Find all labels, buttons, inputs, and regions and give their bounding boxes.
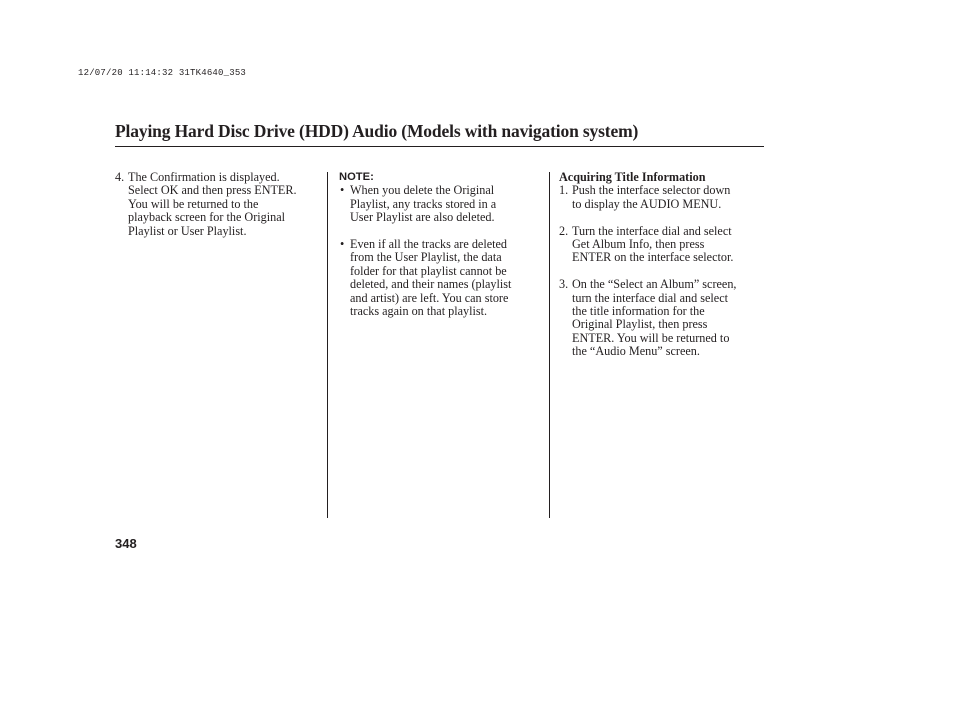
column-middle bbox=[339, 171, 539, 318]
step-text-line: Get Album Info, then press bbox=[572, 237, 705, 252]
step-number: 3. bbox=[559, 277, 569, 292]
step-text-line: You will be returned to the bbox=[128, 196, 259, 211]
note-bullet-1 bbox=[339, 184, 539, 224]
bullet-text-line: deleted, and their names (playlist bbox=[350, 277, 512, 292]
column-divider-1 bbox=[327, 172, 328, 518]
page-title: Playing Hard Disc Drive (HDD) Audio (Models with navigation system) bbox=[115, 121, 639, 141]
section-heading: Acquiring Title Information bbox=[559, 170, 706, 184]
note-heading: NOTE: bbox=[339, 171, 374, 183]
step-text-line: Push the interface selector down bbox=[572, 183, 731, 198]
bullet-text-line: Even if all the tracks are deleted bbox=[350, 237, 508, 252]
bullet-marker: • bbox=[340, 237, 345, 252]
bullet-text-line: User Playlist are also deleted. bbox=[350, 210, 495, 225]
step-3 bbox=[559, 278, 764, 358]
bullet-text-line: folder for that playlist cannot be bbox=[350, 263, 507, 278]
column-left bbox=[115, 171, 320, 238]
step-text-line: turn the interface dial and select bbox=[572, 290, 728, 305]
step-text-line: ENTER. You will be returned to bbox=[572, 330, 730, 345]
step-text-line: On the “Select an Album” screen, bbox=[572, 277, 737, 292]
bullet-marker: • bbox=[340, 183, 345, 198]
step-text-line: the title information for the bbox=[572, 304, 705, 319]
column-right bbox=[559, 171, 764, 359]
bullet-text-line: When you delete the Original bbox=[350, 183, 495, 198]
step-number: 4. bbox=[115, 170, 125, 184]
title-underline bbox=[115, 146, 764, 147]
step-2 bbox=[559, 225, 764, 265]
note-bullet-2 bbox=[339, 238, 539, 318]
step-text-line: The Confirmation is displayed. bbox=[128, 170, 280, 184]
step-text-line: Select OK and then press ENTER. bbox=[128, 183, 297, 198]
column-divider-2 bbox=[549, 172, 550, 518]
step-number: 1. bbox=[559, 183, 569, 198]
step-text-line: playback screen for the Original bbox=[128, 210, 286, 225]
page-number: 348 bbox=[115, 536, 137, 551]
step-text-line: Playlist or User Playlist. bbox=[128, 223, 247, 238]
bullet-text-line: and artist) are left. You can store bbox=[350, 290, 509, 305]
bullet-text-line: tracks again on that playlist. bbox=[350, 304, 488, 319]
step-text-line: Turn the interface dial and select bbox=[572, 223, 732, 238]
step-text-line: the “Audio Menu” screen. bbox=[572, 344, 700, 359]
step-1 bbox=[559, 184, 764, 211]
bullet-text-line: from the User Playlist, the data bbox=[350, 250, 502, 265]
step-4 bbox=[115, 171, 320, 238]
step-text-line: Original Playlist, then press bbox=[572, 317, 708, 332]
step-number: 2. bbox=[559, 223, 569, 238]
bullet-text-line: Playlist, any tracks stored in a bbox=[350, 196, 497, 211]
step-text-line: to display the AUDIO MENU. bbox=[572, 196, 722, 211]
print-timestamp: 12/07/20 11:14:32 31TK4640_353 bbox=[78, 68, 247, 78]
step-text-line: ENTER on the interface selector. bbox=[572, 250, 734, 265]
